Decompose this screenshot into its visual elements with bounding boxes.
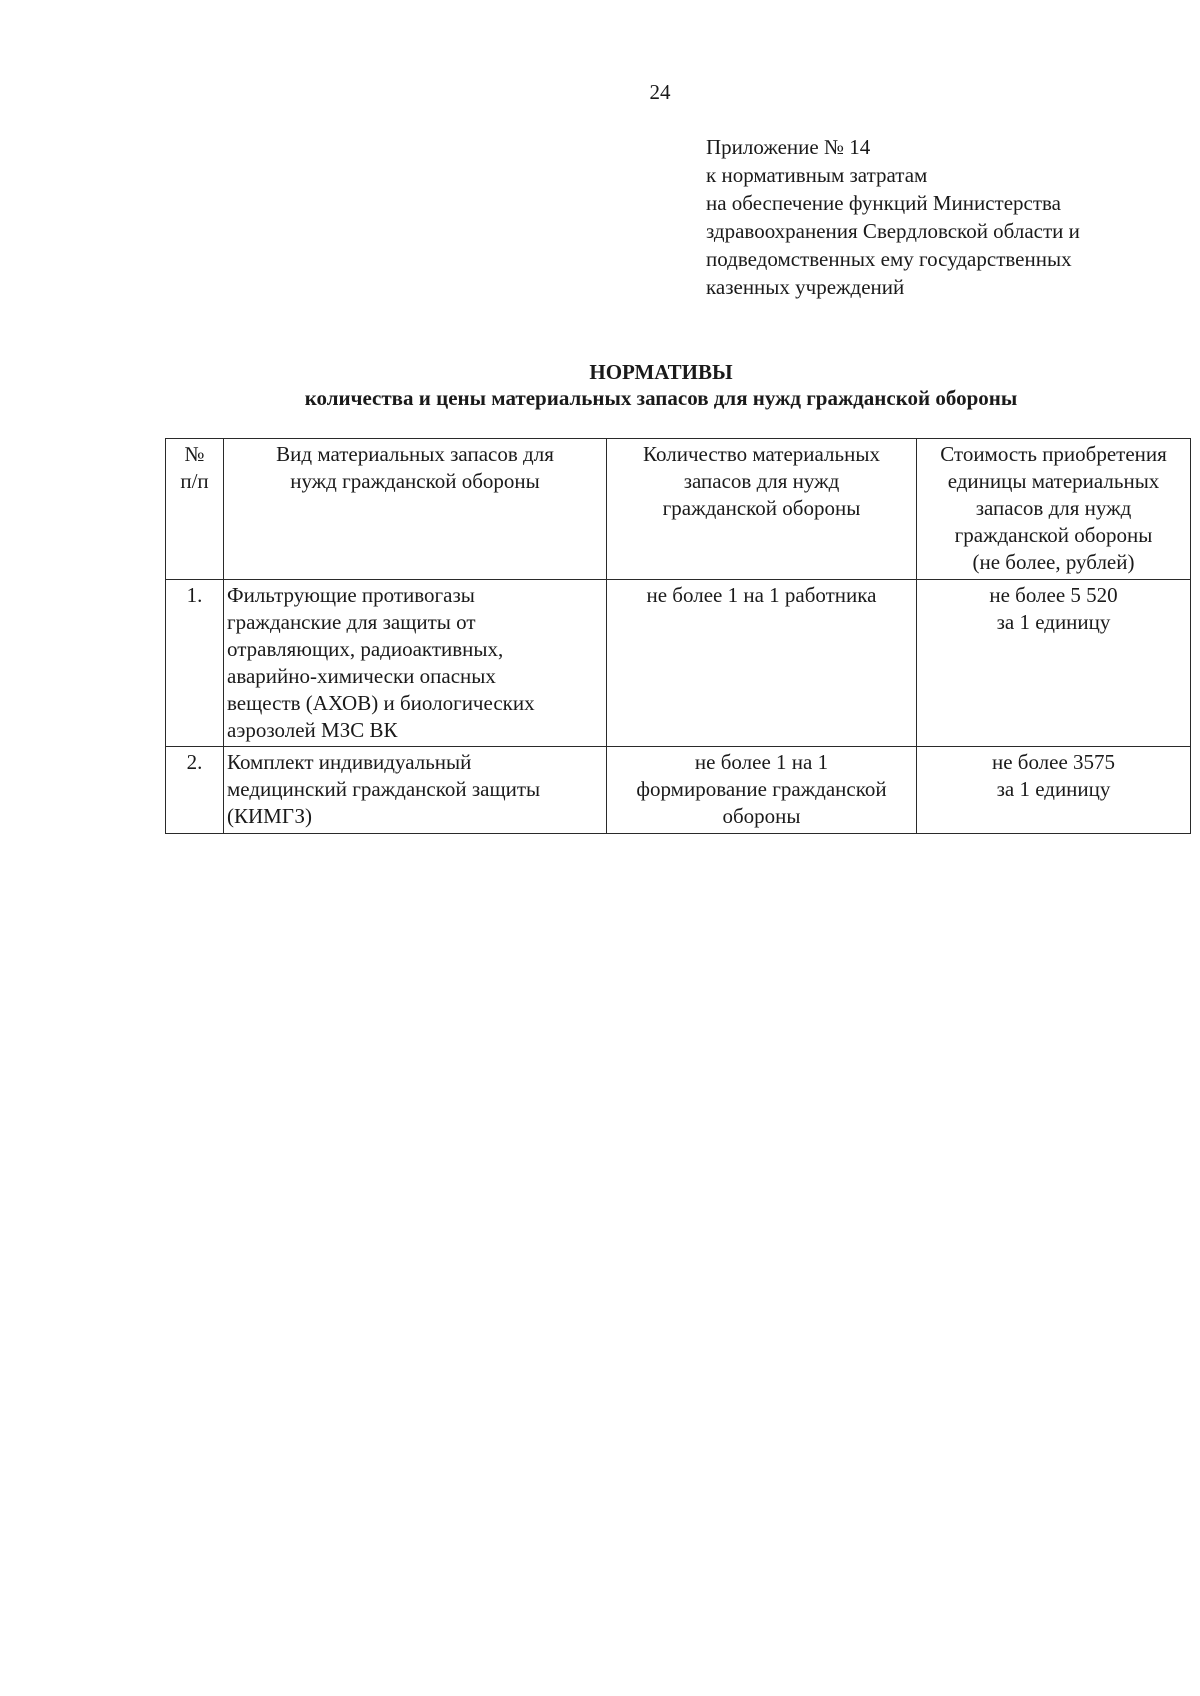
header-number-line: № [184,442,205,466]
header-cost-line: (не более, рублей) [972,550,1135,574]
appendix-line: казенных учреждений [706,275,905,299]
header-cost [917,439,1191,580]
header-quantity [607,439,917,580]
row-kind-line: гражданские для защиты от [227,610,476,634]
appendix-line: здравоохранения Свердловской области и [706,219,1080,243]
row-cost-line: за 1 единицу [996,777,1111,801]
row-kind-line: медицинский гражданской защиты [227,777,541,801]
page-number: 24 [649,80,671,104]
row-cost-line: не более 3575 [991,750,1116,774]
document-title: НОРМАТИВЫ [589,360,733,384]
row-cost [917,580,1191,747]
table-row [166,580,1191,747]
header-quantity-line: Количество материальных [643,442,880,466]
row-kind-line: веществ (АХОВ) и биологических [227,691,535,715]
row-kind-line: аварийно-химически опасных [227,664,496,688]
header-quantity-line: запасов для нужд [683,469,840,493]
appendix-block [706,133,1080,301]
header-kind-line: нужд гражданской обороны [290,469,540,493]
row-cost-line: за 1 единицу [996,610,1111,634]
table-row [166,747,1191,834]
row-quantity-line: обороны [722,804,801,828]
row-quantity [607,747,917,834]
row-kind [224,747,607,834]
row-kind-line: Комплект индивидуальный [227,750,472,774]
norms-table [165,438,1191,834]
row-number: 2. [166,747,224,834]
header-cost-line: единицы материальных [947,469,1160,493]
row-quantity [607,580,917,747]
header-number-line: п/п [180,469,209,493]
appendix-line: Приложение № 14 [706,135,871,159]
document-subtitle: количества и цены материальных запасов для нужд гражданской обороны [304,386,1018,410]
header-kind-line: Вид материальных запасов для [276,442,554,466]
header-cost-line: гражданской обороны [954,523,1153,547]
row-cost [917,747,1191,834]
header-number [166,439,224,580]
row-quantity-line: формирование гражданской [636,777,887,801]
row-kind-line: отравляющих, радиоактивных, [227,637,504,661]
appendix-line: подведомственных ему государственных [706,247,1072,271]
row-kind-line: Фильтрующие противогазы [227,583,475,607]
row-kind-line: аэрозолей МЗС ВК [227,718,398,742]
appendix-line: на обеспечение функций Министерства [706,191,1062,215]
header-kind [224,439,607,580]
row-number: 1. [166,580,224,747]
row-kind-line: (КИМГЗ) [227,804,313,828]
header-cost-line: Стоимость приобретения [940,442,1167,466]
row-cost-line: не более 5 520 [989,583,1118,607]
appendix-line: к нормативным затратам [706,163,928,187]
table-header-row [166,439,1191,580]
row-kind [224,580,607,747]
row-quantity-line: не более 1 на 1 работника [646,583,877,607]
header-quantity-line: гражданской обороны [662,496,861,520]
header-cost-line: запасов для нужд [975,496,1132,520]
row-quantity-line: не более 1 на 1 [694,750,829,774]
